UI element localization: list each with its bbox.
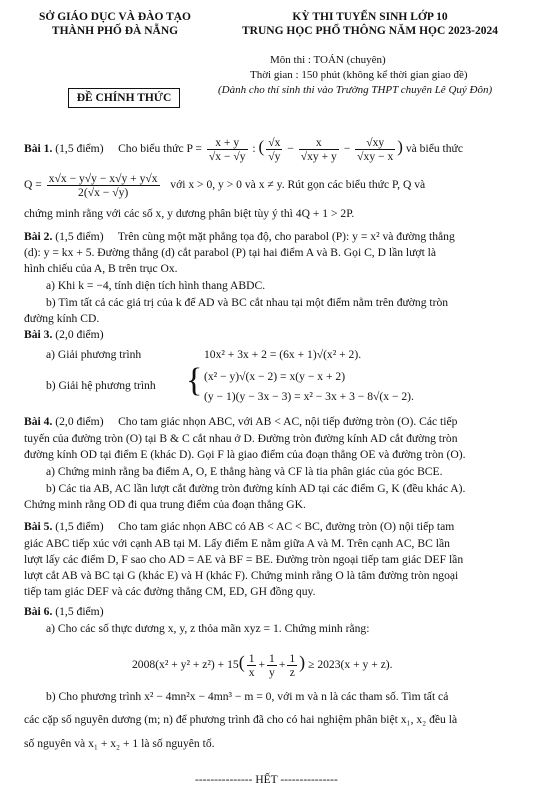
problem-4-line-2: tuyến của đường tròn (O) tại B & C cắt nhau ở D. Đường tròn đường kính AD cắt đường tròn [24,432,458,445]
problem-3-system-eq-2: (y − 1)(y − 3x − 3) = x² − 3x + 3 − 8√(x − 2). [204,390,414,403]
problem-5-line-5: tiếp tam giác DEF và các đường thẳng CM, ED, GH đồng quy. [24,585,316,598]
problem-text: Trên cùng một mặt phẳng tọa độ, cho parabol (P): y = x² và đường thẳng [117,230,455,243]
problem-3-part-a-equation: 10x² + 3x + 2 = (6x + 1)√(x² + 2). [204,348,362,361]
exam-year: TRUNG HỌC PHỔ THÔNG NĂM HỌC 2023-2024 [242,25,498,37]
problem-4-part-b-line-1: b) Các tia AB, AC lần lượt cắt đường tròn đường kính AD tại các điểm G, K (đều khác A). [46,482,466,495]
problem-text: Cho tam giác nhọn ABC có AB < AC < BC, đường tròn (O) nội tiếp tam [118,520,455,533]
problem-2-part-a: a) Khi k = −4, tính diện tích hình thang ABDC. [46,279,266,292]
reciprocal-y: $\frac{1}{y}$ [269,652,275,679]
problem-6-part-b-line-3: số nguyên và x₁ + x₂ + 1 là số nguyên tố. [24,737,215,750]
problem-6-inequality: 2008(x² + y² + z²) + 15( $\frac{1}{x}$ + $\frac{1}{y}$ + $\frac{1}{z}$ ) ≥ 2023(x + y + z). [132,652,393,679]
problem-points: (1,5 điểm) [55,605,104,618]
official-badge: ĐỀ CHÍNH THỨC [68,88,180,108]
p-fraction-1: $\frac{x + y}{√x - √y}$ [208,136,246,163]
problem-3-part-b-label: b) Giải hệ phương trình [46,379,156,392]
department-line: SỞ GIÁO DỤC VÀ ĐÀO TẠO [39,11,191,23]
problem-title: Bài 5. [24,520,53,533]
eligibility-note: (Dành cho thí sinh thi vào Trường THPT chuyên Lê Quý Đôn) [218,84,493,96]
problem-6-heading [24,604,104,619]
q-fraction: $\frac{x√x - y√y - x√y + y√x}{2(√x - √y)}$ [48,172,158,199]
problem-4-line-1 [24,414,457,429]
q-expression-prefix: Q = [24,178,42,192]
p-fraction-2: $\frac{√x}{√y}$ [268,136,281,163]
problem-3-part-a-label: a) Giải phương trình [46,348,142,361]
problem-5-line-2: giác ABC tiếp xúc với cạnh AB tại M. Lấy điểm E nằm giữa A và M. Trên cạnh AC, BC lần [24,537,450,550]
p-expression-suffix: và biểu thức [405,142,463,156]
problem-1-line-2 [24,172,425,199]
problem-points: (1,5 điểm) [55,230,104,243]
p-fraction-4: $\frac{√xy}{√xy - x}$ [357,136,394,163]
problem-points: (2,0 điểm) [55,328,104,341]
problem-text: Cho tam giác nhọn ABC, với AB < AC, nội tiếp đường tròn (O). Các tiếp [118,415,458,428]
problem-title: Bài 6. [24,605,53,618]
system-brace: { [186,362,203,399]
problem-2-line-1 [24,229,455,244]
problem-title: Bài 4. [24,415,53,428]
problem-4-part-b-line-2: Chứng minh rằng OD đi qua trung điểm của đoạn thẳng GK. [24,498,306,511]
problem-points: (2,0 điểm) [55,415,104,428]
problem-4-line-3: đường kính OD tại điểm E (khác D). Gọi F là giao điểm của đoạn thẳng OE và đường tròn (O). [24,448,466,461]
problem-3-system-eq-1: (x² − y)√(x − 2) = x(y − x + 2) [204,370,346,383]
exam-title: KỲ THI TUYỂN SINH LỚP 10 [292,11,448,23]
problem-2-line-3: hình chiếu của A, B trên trục Ox. [24,262,178,275]
problem-points: (1,5 điểm) [55,520,104,533]
problem-6-part-a: a) Cho các số thực dương x, y, z thỏa mãn xyz = 1. Chứng minh rằng: [46,622,370,635]
reciprocal-x: $\frac{1}{x}$ [248,652,255,679]
problem-5-line-3: lượt lấy các điểm D, F sao cho AD = AE và BF = BE. Đường tròn ngoại tiếp tam giác DEF lần [24,553,464,566]
department-header [20,10,210,38]
problem-5-line-4: lượt cắt AB và BC tại G (khác E) và H (khác F). Chứng minh rằng O là tâm đường tròn ngoại [24,569,459,582]
exam-header [200,10,540,38]
problem-6-part-b-line-2: các cặp số nguyên dương (m; n) để phương trình đã cho có hai nghiệm phân biệt x₁, x₂ đều là [24,713,458,726]
p-expression-prefix: Cho biểu thức P = [118,142,202,156]
problem-1-line-3: chứng minh rằng với các số x, y dương phân biệt tùy ý thì 4Q + 1 > 2P. [24,207,355,220]
inequality-right: ≥ 2023(x + y + z). [308,658,393,672]
problem-5-line-1 [24,519,454,534]
problem-title: Bài 1. [24,142,53,156]
reciprocal-z: $\frac{1}{z}$ [289,652,296,679]
end-marker: --------------- HẾT --------------- [195,774,338,786]
problem-6-part-b-line-1: b) Cho phương trình x² − 4mn²x − 4mn³ − m = 0, với m và n là các tham số. Tìm tất cả [46,690,449,703]
inequality-left: 2008(x² + y² + z²) + 15 [132,658,239,672]
problem-4-part-a: a) Chứng minh rằng ba điểm A, O, E thẳng hàng và CF là tia phân giác của góc BCE. [46,465,443,478]
problem-1-line-1: Bài 1. (1,5 điểm) Cho biểu thức P = $\frac{x + y}{√x - √y}$ : ( $\frac{√x}{√y}$ − $\frac{x}{√xy + y}$ − $\frac{√xy}{√xy - x}$ ) và biểu thức [24,136,463,163]
city-line: THÀNH PHỐ ĐÀ NẴNG [51,25,179,37]
p-fraction-3: $\frac{x}{√xy + y}$ [300,136,337,163]
problem-3-heading [24,327,104,342]
problem-title: Bài 2. [24,230,53,243]
problem-2-part-b-line-2: đường kính CD. [24,312,100,325]
problem-2-part-b-line-1: b) Tìm tất cả các giá trị của k để AD và BC cắt nhau tại một điểm nằm trên đường tròn [46,296,449,309]
q-expression-suffix: với x > 0, y > 0 và x ≠ y. Rút gọn các biểu thức P, Q và [170,178,426,192]
problem-points: (1,5 điểm) [55,142,104,156]
duration-line: Thời gian : 150 phút (không kể thời gian giao đề) [250,69,468,81]
problem-title: Bài 3. [24,328,53,341]
subject-line: Môn thi : TOÁN (chuyên) [270,54,386,66]
problem-2-line-2: (d): y = kx + 5. Đường thẳng (d) cắt parabol (P) tại hai điểm A và B. Gọi C, D lần lượt là [24,246,437,259]
